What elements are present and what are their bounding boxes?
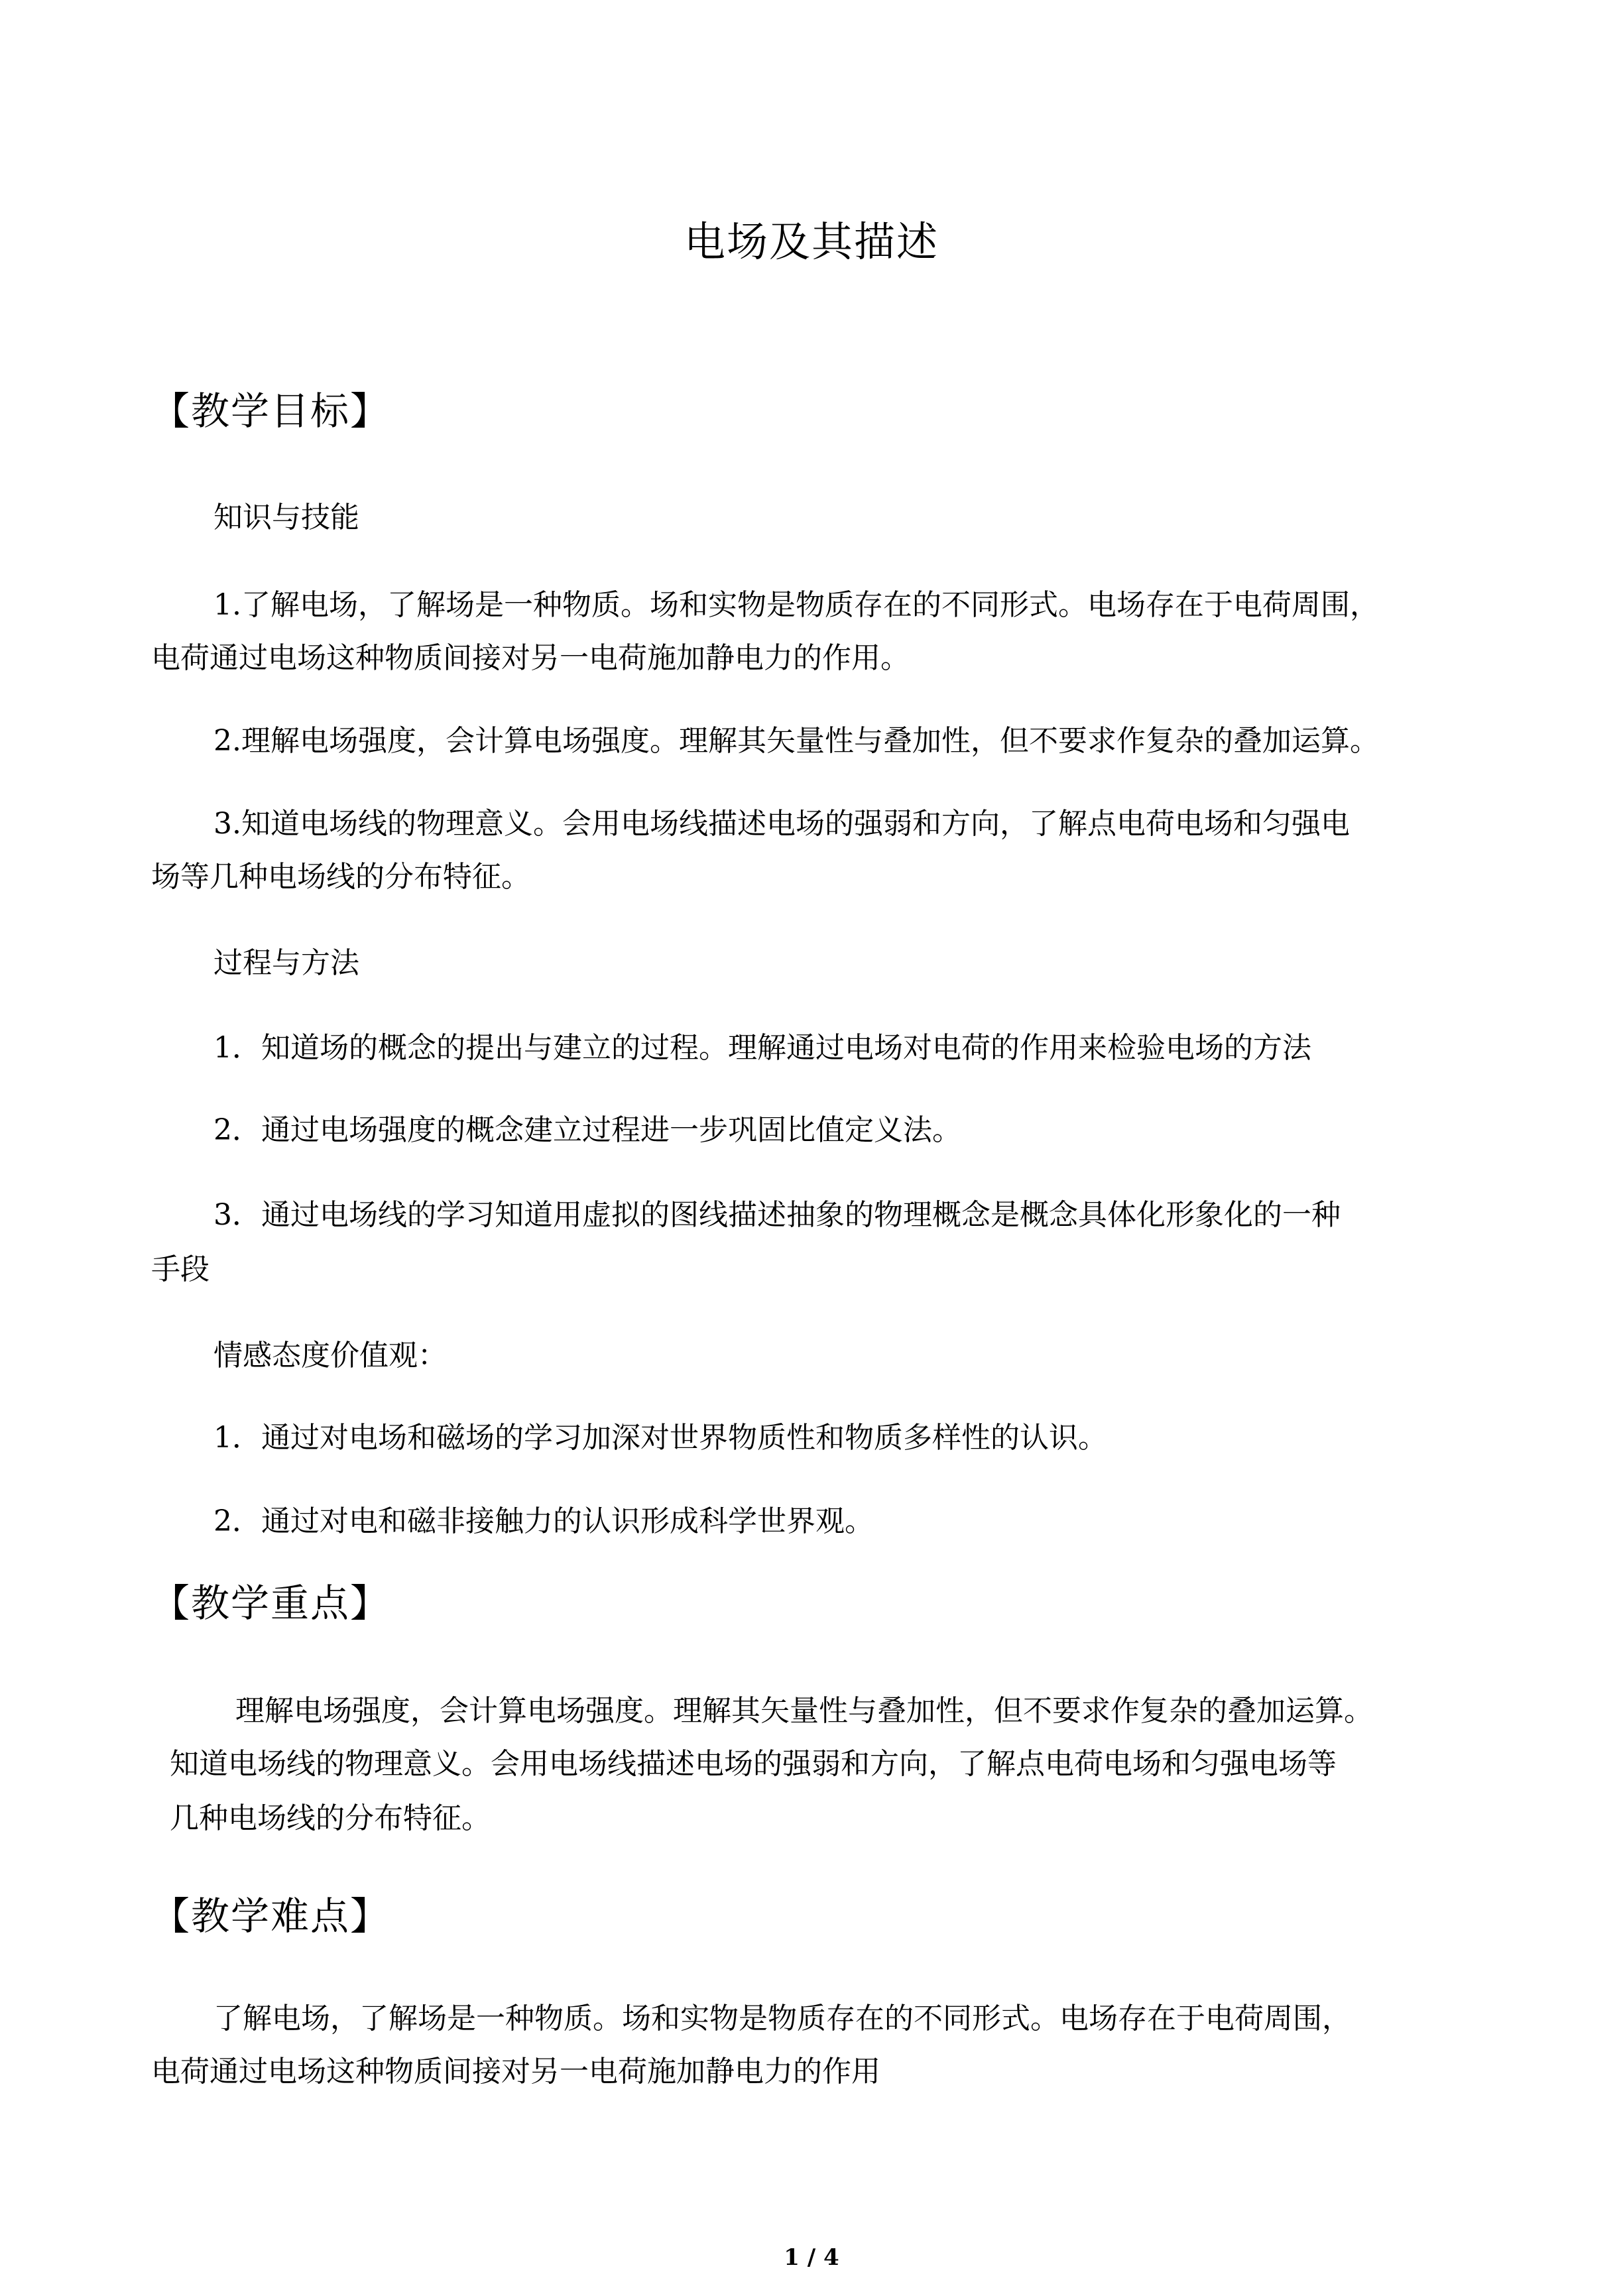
knowledge-item-1-line-1: 1.了解电场，了解场是一种物质。场和实物是物质存在的不同形式。电场存在于电荷周围， xyxy=(213,588,1379,622)
key-points-line-3: 几种电场线的分布特征。 xyxy=(170,1801,491,1835)
difficulties-line-2: 电荷通过电场这种物质间接对另一电荷施加静电力的作用 xyxy=(151,2055,880,2088)
process-item-2: 2．通过电场强度的概念建立过程进一步巩固比值定义法。 xyxy=(213,1113,961,1147)
knowledge-item-2: 2.理解电场强度，会计算电场强度。理解其矢量性与叠加性，但不要求作复杂的叠加运算。 xyxy=(213,724,1379,758)
knowledge-item-3-line-2: 场等几种电场线的分布特征。 xyxy=(151,860,530,894)
objectives-heading: 【教学目标】 xyxy=(151,389,391,434)
knowledge-item-1-line-2: 电荷通过电场这种物质间接对另一电荷施加静电力的作用。 xyxy=(151,641,910,675)
emotion-label: 情感态度价值观： xyxy=(213,1339,447,1372)
process-item-1: 1．知道场的概念的提出与建立的过程。理解通过电场对电荷的作用来检验电场的方法 xyxy=(213,1031,1311,1065)
knowledge-label: 知识与技能 xyxy=(213,501,359,534)
emotion-item-1: 1．通过对电场和磁场的学习加深对世界物质性和物质多样性的认识。 xyxy=(213,1421,1107,1455)
page-number: 1 / 4 xyxy=(784,2244,839,2271)
difficulties-heading: 【教学难点】 xyxy=(151,1894,391,1939)
emotion-item-2: 2．通过对电和磁非接触力的认识形成科学世界观。 xyxy=(213,1504,874,1538)
process-label: 过程与方法 xyxy=(213,946,359,980)
process-item-3-line-2: 手段 xyxy=(151,1252,210,1286)
process-item-3-line-1: 3．通过电场线的学习知道用虚拟的图线描述抽象的物理概念是概念具体化形象化的一种 xyxy=(213,1198,1341,1232)
key-points-line-2: 知道电场线的物理意义。会用电场线描述电场的强弱和方向，了解点电荷电场和匀强电场等 xyxy=(170,1747,1337,1781)
document-title: 电场及其描述 xyxy=(684,217,939,266)
key-points-heading: 【教学重点】 xyxy=(151,1581,391,1626)
key-points-line-1: 理解电场强度，会计算电场强度。理解其矢量性与叠加性，但不要求作复杂的叠加运算。 xyxy=(235,1694,1373,1728)
knowledge-item-3-line-1: 3.知道电场线的物理意义。会用电场线描述电场的强弱和方向，了解点电荷电场和匀强电 xyxy=(213,807,1350,841)
difficulties-line-1: 了解电场，了解场是一种物质。场和实物是物质存在的不同形式。电场存在于电荷周围， xyxy=(213,2002,1351,2035)
